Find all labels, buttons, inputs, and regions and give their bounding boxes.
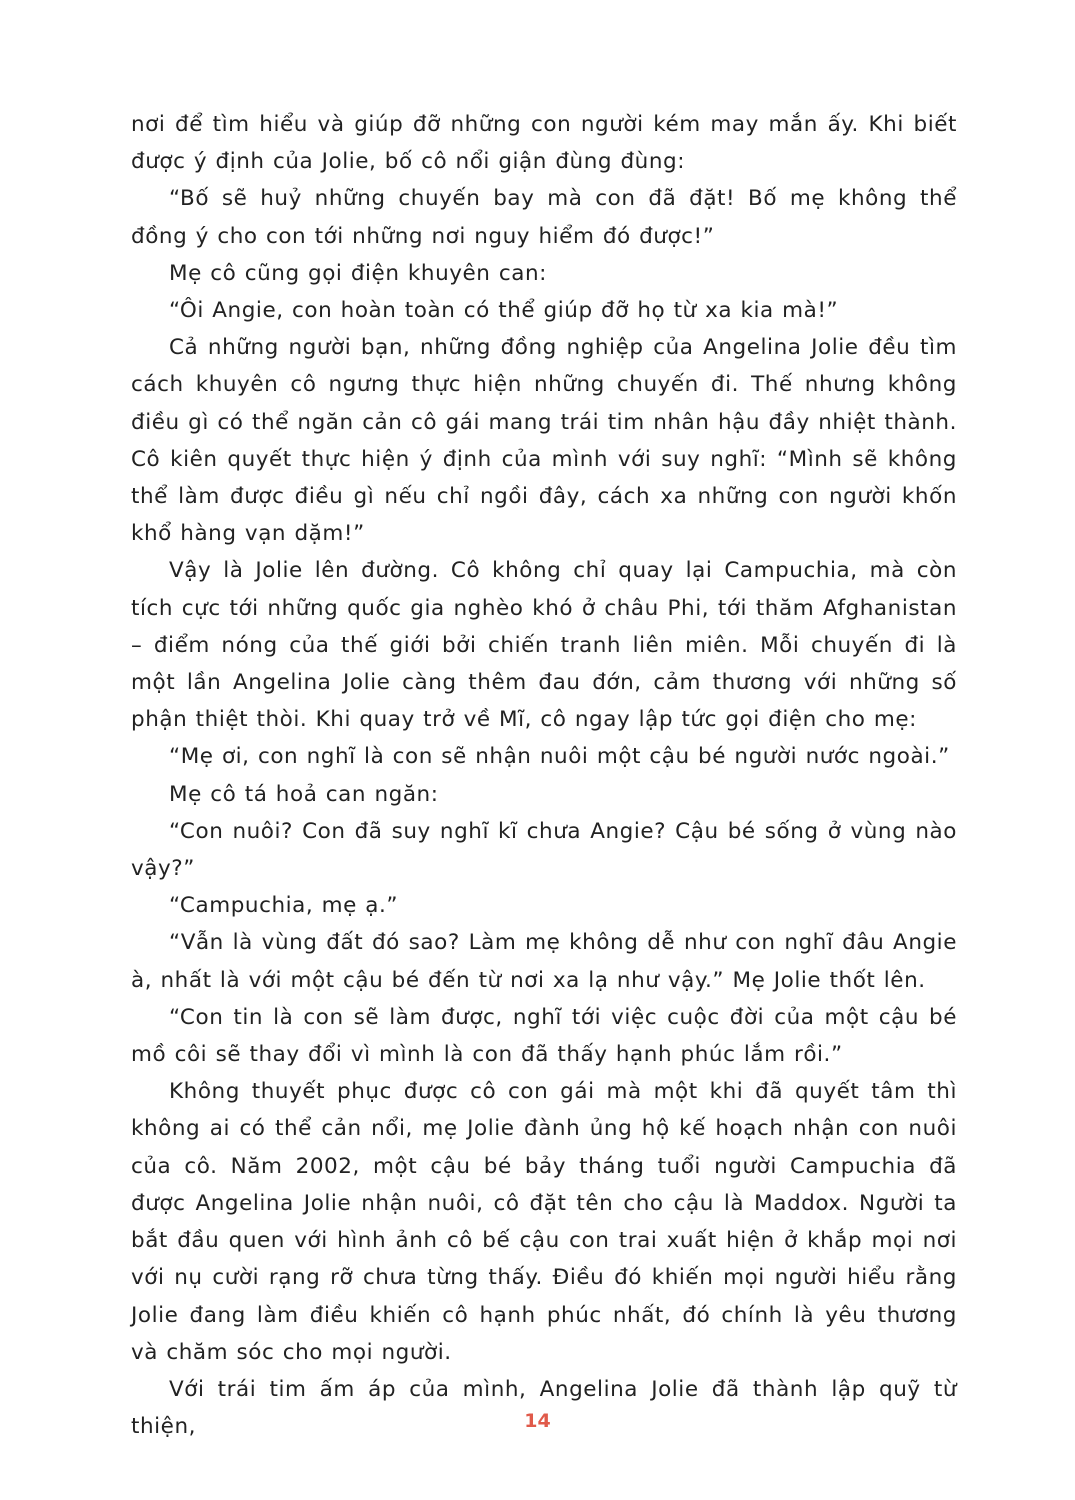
paragraph: “Vẫn là vùng đất đó sao? Làm mẹ không dễ như con nghĩ đâu Angie à, nhất là với một cậu bé đến từ nơi xa lạ như vậy.” Mẹ Jolie thốt lên. xyxy=(131,930,957,993)
paragraph: Mẹ cô cũng gọi điện khuyên can: xyxy=(169,260,547,286)
paragraph: “Campuchia, mẹ ạ.” xyxy=(169,893,399,919)
paragraph: Mẹ cô tá hoả can ngăn: xyxy=(169,781,439,807)
paragraph: “Ôi Angie, con hoàn toàn có thể giúp đỡ họ từ xa kia mà!” xyxy=(169,298,839,324)
paragraph: Không thuyết phục được cô con gái mà một khi đã quyết tâm thì không ai có thể cản nổi, mẹ Jolie đành ủng hộ kế hoạch nhận con nuôi của cô. Năm 2002, một cậu bé bảy tháng tuổi người Campuchia đã được Angelina Jolie nhận nuôi, cô đặt tên cho cậu là Maddox. Người ta bắt đầu quen với hình ảnh cô bế cậu con trai xuất hiện ở khắp mọi nơi với nụ cười rạng rỡ chưa từng thấy. Điều đó khiến mọi người hiểu rằng Jolie đang làm điều khiến cô hạnh phúc nhất, đó chính là yêu thương và chăm sóc cho mọi người. xyxy=(131,1079,957,1365)
paragraph: “Mẹ ơi, con nghĩ là con sẽ nhận nuôi một cậu bé người nước ngoài.” xyxy=(169,744,950,770)
paragraph: “Con tin là con sẽ làm được, nghĩ tới việc cuộc đời của một cậu bé mồ côi sẽ thay đổi vì mình là con đã thấy hạnh phúc lắm rồi.” xyxy=(131,1004,957,1068)
paragraph: “Con nuôi? Con đã suy nghĩ kĩ chưa Angie? Cậu bé sống ở vùng nào vậy?” xyxy=(131,818,957,882)
page-body xyxy=(131,106,957,1445)
paragraph: nơi để tìm hiểu và giúp đỡ những con người kém may mắn ấy. Khi biết được ý định của Jolie, bố cô nổi giận đùng đùng: xyxy=(131,112,957,175)
paragraph: Cả những người bạn, những đồng nghiệp của Angelina Jolie đều tìm cách khuyên cô ngưng thực hiện những chuyến đi. Thế nhưng không điều gì có thể ngăn cản cô gái mang trái tim nhân hậu đầy nhiệt thành. Cô kiên quyết thực hiện ý định của mình với suy nghĩ: “Mình sẽ không thể làm được điều gì nếu chỉ ngồi đây, cách xa những con người khốn khổ hàng vạn dặm!” xyxy=(131,335,957,547)
paragraph: Vậy là Jolie lên đường. Cô không chỉ quay lại Campuchia, mà còn tích cực tới những quốc gia nghèo khó ở châu Phi, tới thăm Afghanistan – điểm nóng của thế giới bởi chiến tranh liên miên. Mỗi chuyến đi là một lần Angelina Jolie càng thêm đau đớn, cảm thương với những số phận thiệt thòi. Khi quay trở về Mĩ, cô ngay lập tức gọi điện cho mẹ: xyxy=(131,558,957,733)
paragraph: Với trái tim ấm áp của mình, Angelina Jolie đã thành lập quỹ từ thiện, xyxy=(131,1376,957,1440)
paragraph: “Bố sẽ huỷ những chuyến bay mà con đã đặt! Bố mẹ không thể đồng ý cho con tới những nơi nguy hiểm đó được!” xyxy=(131,186,957,249)
page-number: 14 xyxy=(524,1410,551,1432)
